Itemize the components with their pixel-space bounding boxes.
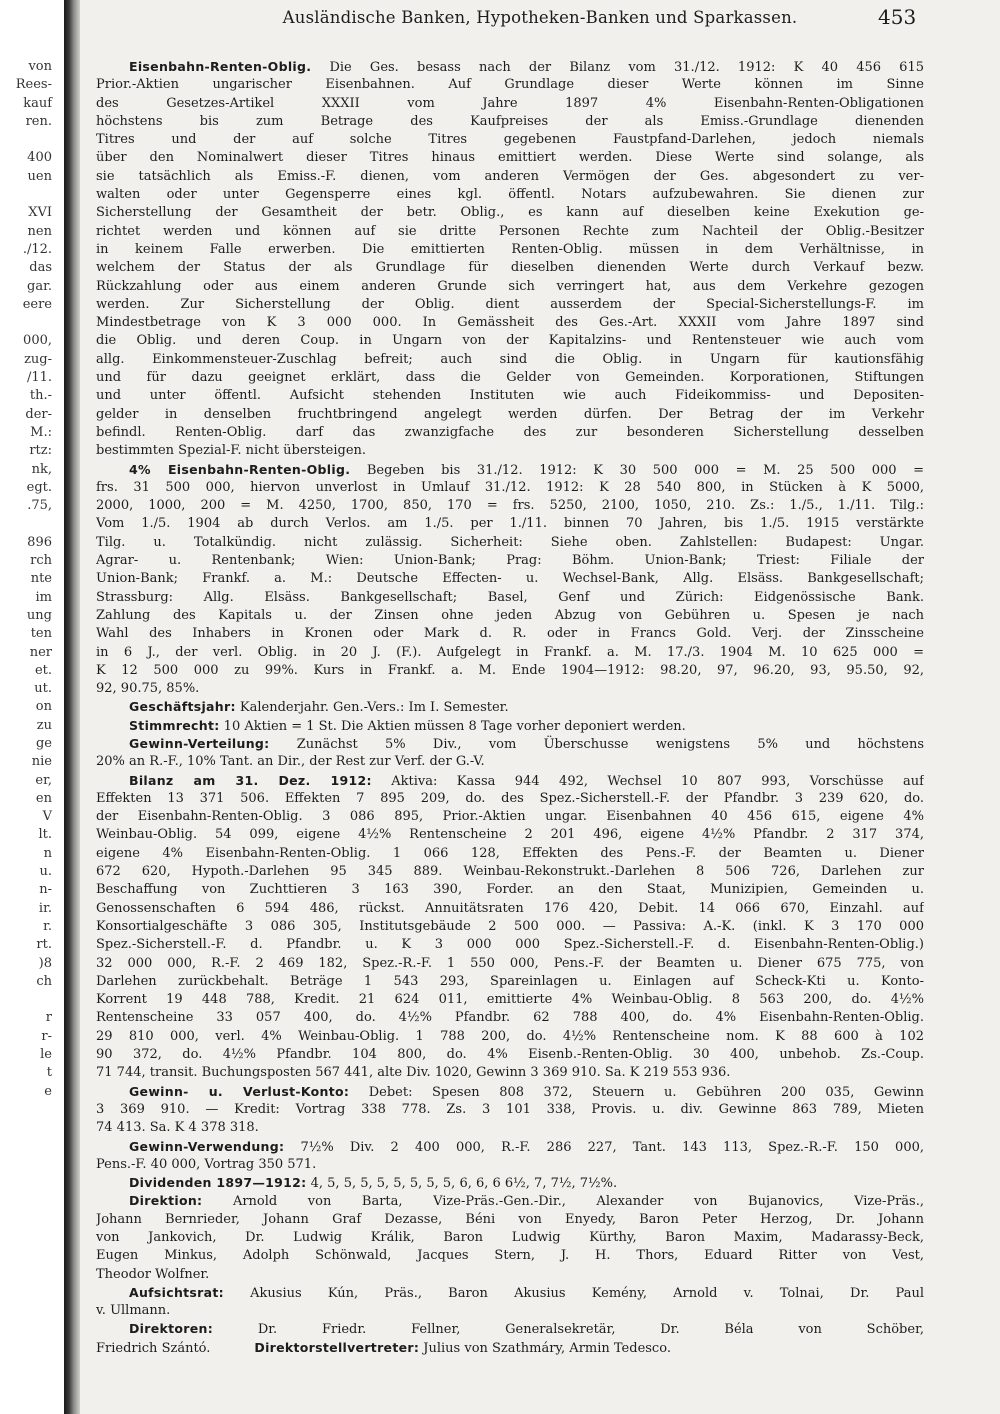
text-line: [96, 461, 924, 479]
text-line: [96, 772, 924, 790]
text-line: [96, 607, 924, 625]
book-page: [80, 0, 1000, 1414]
text-line: [96, 223, 924, 241]
text-line: [96, 735, 924, 753]
paragraph-text: 74 413. Sa. K 4 378 318.: [96, 1120, 259, 1136]
paragraph-text: Rentenscheine 33 057 400, do. 4½% Pfandbr. 62 788 400, do. 4% Eisenbahn-Renten-Oblig.: [96, 1010, 924, 1026]
paragraph-text: Zunächst 5% Div., vom Überschusse wenigstens 5% und höchstens: [269, 736, 924, 752]
text-line: [96, 1028, 924, 1046]
paragraph-text: und unter öffentl. Aufsicht stehenden Instituten wie auch Fideikommiss- und Depositen-: [96, 388, 924, 404]
text-line: [96, 332, 924, 350]
text-line: [96, 717, 924, 735]
paragraph-text: 7½% Div. 2 400 000, R.-F. 286 227, Tant. 143 113, Spez.-R.-F. 150 000,: [284, 1139, 924, 1155]
text-line: [96, 589, 924, 607]
paragraph-text: allg. Einkommensteuer-Zuschlag befreit; auch sind die Oblig. in Ungarn für kautionsfähig: [96, 351, 924, 367]
paragraph-text: richtet werden und können auf sie dritte Personen Rechte zum Nachteil der Oblig.-Besitzer: [96, 223, 924, 239]
paragraph-text: Zahlung des Kapitals u. der Zinsen ohne jeden Abzug von Gebühren u. Spesen je nach: [96, 607, 924, 623]
text-line: [96, 1339, 924, 1357]
paragraph-text: 10 Aktien = 1 St. Die Aktien müssen 8 Tage vorher deponiert werden.: [219, 718, 686, 734]
paragraph-text: 71 744, transit. Buchungsposten 567 441, alte Div. 1020, Gewinn 3 369 910. Sa. K 219 553 936.: [96, 1065, 731, 1081]
text-line: [96, 698, 924, 716]
paragraph-text: Mindestbetrage von K 3 000 000. In Gemässheit des Ges.-Art. XXXII vom Jahre 1897 sind: [96, 315, 924, 331]
paragraph-text: 29 810 000, verl. 4% Weinbau-Oblig. 1 788 200, do. 4½% Rentenscheine nom. K 88 600 à 102: [96, 1028, 924, 1044]
paragraph-text: die Oblig. und deren Coup. in Ungarn von der Kapitalzins- und Rentensteuer wie auch vom: [96, 333, 924, 349]
text-line: [96, 955, 924, 973]
text-line: [96, 387, 924, 405]
text-line: [96, 186, 924, 204]
paragraph-text: 4, 5, 5, 5, 5, 5, 5, 5, 5, 6, 6, 6 6½, 7, 7½, 7½%.: [306, 1176, 618, 1192]
text-line: [96, 1156, 924, 1174]
paragraph-heading: Dividenden 1897—1912:: [129, 1175, 307, 1191]
text-line: [96, 1247, 924, 1265]
paragraph-text: frs. 31 500 000, hiervon unverlost in Umlauf 31./12. 1912: K 28 540 800, in Stücken à K 5000,: [96, 479, 924, 495]
text-line: [96, 241, 924, 259]
text-line: [96, 369, 924, 387]
text-line: [96, 662, 924, 680]
paragraph-heading: Eisenbahn-Renten-Oblig.: [129, 59, 312, 74]
paragraph-text: von Jankovich, Dr. Ludwig Králik, Baron Ludwig Kürthy, Baron Maxim, Madarassy-Beck,: [96, 1230, 924, 1245]
left-margin-strip: [0, 0, 64, 1414]
text-line: [96, 95, 924, 113]
paragraph-text: Prior.-Aktien ungarischer Eisenbahnen. Auf Grundlage dieser Werte können im Sinne: [96, 77, 924, 93]
paragraph-text: Friedrich Szántó.: [96, 1340, 211, 1356]
paragraph-text: welchem der Status der als Grundlage für dieselben dienenden Werte durch Verkauf bezw.: [96, 260, 924, 276]
text-line: [96, 680, 924, 698]
paragraph-text: Johann Bernrieder, Johann Graf Dezasse, Béni von Enyedy, Baron Peter Herzog, Dr. Johann: [96, 1211, 924, 1227]
text-line: [96, 991, 924, 1009]
text-line: [96, 826, 924, 844]
text-line: [96, 1284, 924, 1302]
text-line: [96, 131, 924, 149]
paragraph-text: Begeben bis 31./12. 1912: K 30 500 000 = M. 25 500 000 =: [350, 462, 924, 478]
paragraph-text: höchstens bis zum Betrage des Kaufpreises der als Emiss.-Grundlage dienenden: [96, 113, 924, 129]
paragraph-text: Wahl des Inhabers in Kronen oder Mark d. R. oder in Francs Gold. Verj. der Zinsscheine: [96, 626, 924, 642]
text-line: [96, 113, 924, 131]
paragraph-text: werden. Zur Sicherstellung der Oblig. dient ausserdem der Special-Sicherstellungs-F. im: [96, 296, 924, 312]
text-line: [96, 1229, 924, 1247]
paragraph-text: über den Nominalwert dieser Titres hinaus emittiert werden. Diese Werte sind solange, als: [96, 150, 924, 166]
paragraph-text: Strassburg: Allg. Elsäss. Bankgesellschaft; Basel, Genf und Zürich: Eidgenössische Bank.: [96, 589, 924, 605]
text-line: [96, 497, 924, 515]
paragraph-text: Debet: Spesen 808 372, Steuern u. Gebühren 200 035, Gewinn: [349, 1084, 924, 1100]
paragraph-text: Kalenderjahr. Gen.-Vers.: Im I. Semester.: [235, 700, 509, 716]
text-line: [96, 881, 924, 899]
paragraph-text: Effekten 13 371 506. Effekten 7 895 209, do. des Spez.-Sicherstell.-F. der Pfandbr. 3 239 620, do.: [96, 790, 924, 806]
text-line: [96, 1046, 924, 1064]
text-line: [96, 1266, 924, 1284]
text-line: [96, 149, 924, 167]
text-line: [96, 1119, 924, 1137]
text-line: [96, 406, 924, 424]
paragraph-text: Beschaffung von Zuchttieren 3 163 390, Forder. an den Staat, Munizipien, Gemeinden u.: [96, 882, 924, 898]
paragraph-text: Akusius Kún, Präs., Baron Akusius Kemény, Arnold v. Tolnai, Dr. Paul: [223, 1285, 924, 1301]
paragraph-text: Sicherstellung der Gesamtheit der betr. Oblig., es kann auf dieselben keine Exekution ge-: [96, 205, 924, 221]
paragraph-heading: Bilanz am 31. Dez. 1912:: [129, 772, 372, 788]
paragraph-heading: Stimmrecht:: [129, 717, 220, 733]
text-line: [96, 973, 924, 991]
paragraph-text: gelder in denselben fruchtbringend angelegt werden dürfen. Der Betrag der im Verkehr: [96, 406, 924, 422]
paragraph-heading: Direktion:: [129, 1193, 203, 1209]
paragraph-text: Dr. Friedr. Fellner, Generalsekretär, Dr. Béla von Schöber,: [213, 1322, 924, 1338]
paragraph-text: 672 620, Hypoth.-Darlehen 95 345 889. Weinbau-Rekonstrukt.-Darlehen 8 506 726, Darlehen zur: [96, 864, 924, 880]
text-line: [96, 1083, 924, 1101]
text-line: [96, 1192, 924, 1210]
paragraph-text: Rückzahlung oder aus einem anderen Grunde sich verringert hat, aus dem Verkehre gezogen: [96, 278, 924, 294]
text-line: [96, 1064, 924, 1082]
paragraph-text: Konsortialgeschäfte 3 086 305, Institutsgebäude 2 500 000. — Passiva: A.-K. (inkl. K 3 170 000: [96, 918, 924, 934]
text-line: [96, 1009, 924, 1027]
text-line: [96, 808, 924, 826]
paragraph-text: 92, 90.75, 85%.: [96, 681, 200, 697]
paragraph-text: sie tatsächlich als Emiss.-F. dienen, vom anderen Vermögen der Ges. abgesondert zu ver-: [96, 168, 924, 184]
text-line: [96, 644, 924, 662]
paragraph-heading: Gewinn- u. Verlust-Konto:: [129, 1083, 350, 1099]
text-line: [96, 1302, 924, 1320]
text-line: [96, 1138, 924, 1156]
text-line: [96, 58, 924, 76]
text-line: [96, 296, 924, 314]
text-line: [96, 1101, 924, 1119]
text-line: [96, 515, 924, 533]
paragraph-text: eigene 4% Eisenbahn-Renten-Oblig. 1 066 128, Effekten des Pens.-F. der Beamten u. Diener: [96, 845, 924, 861]
paragraph-heading: Aufsichtsrat:: [129, 1284, 224, 1300]
paragraph-heading: Direktoren:: [129, 1321, 214, 1337]
paragraph-heading: Gewinn-Verteilung:: [129, 735, 270, 751]
body-text: [96, 58, 924, 1357]
paragraph-text: Korrent 19 448 788, Kredit. 21 624 011, emittierte 4% Weinbau-Oblig. 8 563 200, do. 4½%: [96, 992, 924, 1008]
text-line: [96, 1211, 924, 1229]
text-line: [96, 1174, 924, 1192]
margin-fragments: von Rees- kauf ren. 400 uen XVI nen ./12. das gar. eere 000, zug- /11. th.- der- M.: rtz: nk, egt. .75, 896 rch nte im ung ten ner et. ut. on zu ge nie er, en V lt. n u. n- ir. r. rt. )8 ch r r- le t e: [15, 59, 52, 1099]
paragraph-text: Genossenschaften 6 594 486, rückst. Annuitätsraten 176 420, Debit. 14 066 670, Einzahl. auf: [96, 900, 924, 916]
paragraph-text: in keinem Falle erwerben. Die emittierten Renten-Oblig. müssen in dem Verhältnisse, in: [96, 241, 924, 257]
paragraph-text: 3 369 910. — Kredit: Vortrag 338 778. Zs. 3 101 338, Provis. u. div. Gewinne 863 789, Mieten: [96, 1101, 924, 1117]
paragraph-heading: Geschäftsjahr:: [129, 699, 236, 715]
paragraph-text: in 6 J., der verl. Oblig. in 20 J. (F.). Aufgelegt in Frankf. a. M. 17./3. 1904 M. 10 625 000 =: [96, 644, 924, 660]
paragraph-text: des Gesetzes-Artikel XXXII vom Jahre 1897 4% Eisenbahn-Renten-Obligationen: [96, 95, 924, 111]
text-line: [96, 479, 924, 497]
text-line: [96, 625, 924, 643]
text-line: [96, 918, 924, 936]
paragraph-text: Theodor Wolfner.: [96, 1266, 210, 1282]
paragraph-heading: Gewinn-Verwendung:: [129, 1138, 285, 1154]
paragraph-text: bestimmten Spezial-F. nicht übersteigen.: [96, 443, 367, 459]
paragraph-text: Arnold von Barta, Vize-Präs.-Gen.-Dir., Alexander von Bujanovics, Vize-Präs.,: [202, 1194, 924, 1210]
paragraph-text: Darlehen zurückbehalt. Beträge 1 543 293, Spareinlagen u. Einlagen auf Scheck-Kti u. Konto-: [96, 973, 924, 989]
text-line: [96, 570, 924, 588]
paragraph-text: walten oder unter Gegensperre eines kgl. öffentl. Notars aufzubewahren. Sie dienen zur: [96, 187, 924, 203]
paragraph-text: 32 000 000, R.-F. 2 469 182, Spez.-R.-F. 1 550 000, Pens.-F. der Beamten u. Diener 675 775, von: [96, 955, 924, 971]
paragraph-text: v. Ullmann.: [96, 1303, 171, 1319]
paragraph-text: befindl. Renten-Oblig. darf das zwanzigfache des zur besonderen Sicherstellung desselben: [96, 424, 924, 440]
paragraph-text: der Eisenbahn-Renten-Oblig. 3 086 895, Prior.-Aktien ungar. Eisenbahnen 40 456 615, eigene 4%: [96, 809, 924, 825]
text-line: [96, 534, 924, 552]
paragraph-text: Agrar- u. Rentenbank; Wien: Union-Bank; Prag: Böhm. Union-Bank; Triest: Filiale der: [96, 553, 924, 569]
text-line: [96, 1320, 924, 1338]
text-line: [96, 790, 924, 808]
paragraph-text: Titres und der auf solche Titres gegebenen Faustpfand-Darlehen, jedoch niemals: [96, 132, 924, 148]
paragraph-text: 90 372, do. 4½% Pfandbr. 104 800, do. 4% Eisenb.-Renten-Oblig. 30 400, unbehob. Zs.-Coup.: [96, 1047, 924, 1063]
paragraph-text: 2000, 1000, 200 = M. 4250, 1700, 850, 170 = frs. 5250, 2100, 1050, 210. Zs.: 1./5., 1./11. Tilg.:: [96, 498, 924, 514]
text-line: [96, 259, 924, 277]
text-line: [96, 900, 924, 918]
paragraph-text: Aktiva: Kassa 944 492, Wechsel 10 807 993, Vorschüsse auf: [371, 773, 924, 789]
paragraph-text: Weinbau-Oblig. 54 099, eigene 4½% Rentenscheine 2 201 496, eigene 4½% Pfandbr. 2 317 374,: [96, 827, 924, 843]
paragraph-text: Pens.-F. 40 000, Vortrag 350 571.: [96, 1156, 317, 1172]
book-gutter-shadow: [64, 0, 80, 1414]
text-line: [96, 863, 924, 881]
paragraph-text: und für dazu geeignet erklärt, dass die Gelder von Gemeinden. Korporationen, Stiftungen: [96, 370, 924, 386]
text-line: [96, 204, 924, 222]
paragraph-text: Julius von Szathmáry, Armin Tedesco.: [419, 1340, 671, 1356]
text-line: [96, 552, 924, 570]
text-line: [96, 278, 924, 296]
text-line: [96, 845, 924, 863]
text-line: [96, 314, 924, 332]
paragraph-text: Tilg. u. Totalkündig. nicht zulässig. Sicherheit: Siehe oben. Zahlstellen: Budapest: Ungar.: [96, 534, 924, 550]
paragraph-text: Vom 1./5. 1904 ab durch Verlos. am 1./5. per 1./11. binnen 70 Jahren, bis 1./5. 1915 verstärkte: [96, 516, 924, 532]
paragraph-text: 20% an R.-F., 10% Tant. an Dir., der Rest zur Verf. der G.-V.: [96, 754, 485, 770]
text-line: [96, 424, 924, 442]
paragraph-text: Spez.-Sicherstell.-F. d. Pfandbr. u. K 3 000 000 Spez.-Sicherstell.-F. d. Eisenbahn-Renten-Oblig.): [96, 937, 924, 953]
paragraph-heading: Direktorstellvertreter:: [254, 1339, 420, 1355]
page-number: 453: [878, 5, 917, 29]
paragraph-text: Union-Bank; Frankf. a. M.: Deutsche Effecten- u. Wechsel-Bank, Allg. Elsäss. Bankgesellschaft;: [96, 571, 924, 587]
paragraph-text: K 12 500 000 zu 99%. Kurs in Frankf. a. M. Ende 1904—1912: 98.20, 97, 96.20, 93, 95.50, 92,: [96, 662, 924, 678]
running-head: Ausländische Banken, Hypotheken-Banken und Sparkassen.: [282, 8, 798, 27]
text-line: [96, 936, 924, 954]
paragraph-heading: 4% Eisenbahn-Renten-Oblig.: [129, 461, 351, 477]
paragraph-text: Die Ges. besass nach der Bilanz vom 31./12. 1912: K 40 456 615: [311, 60, 924, 75]
text-line: [96, 168, 924, 186]
text-line: [96, 76, 924, 94]
text-line: [96, 753, 924, 771]
paragraph-text: Eugen Minkus, Adolph Schönwald, Jacques Stern, J. H. Thors, Eduard Ritter von Vest,: [96, 1248, 924, 1264]
text-line: [96, 351, 924, 369]
text-line: [96, 442, 924, 460]
